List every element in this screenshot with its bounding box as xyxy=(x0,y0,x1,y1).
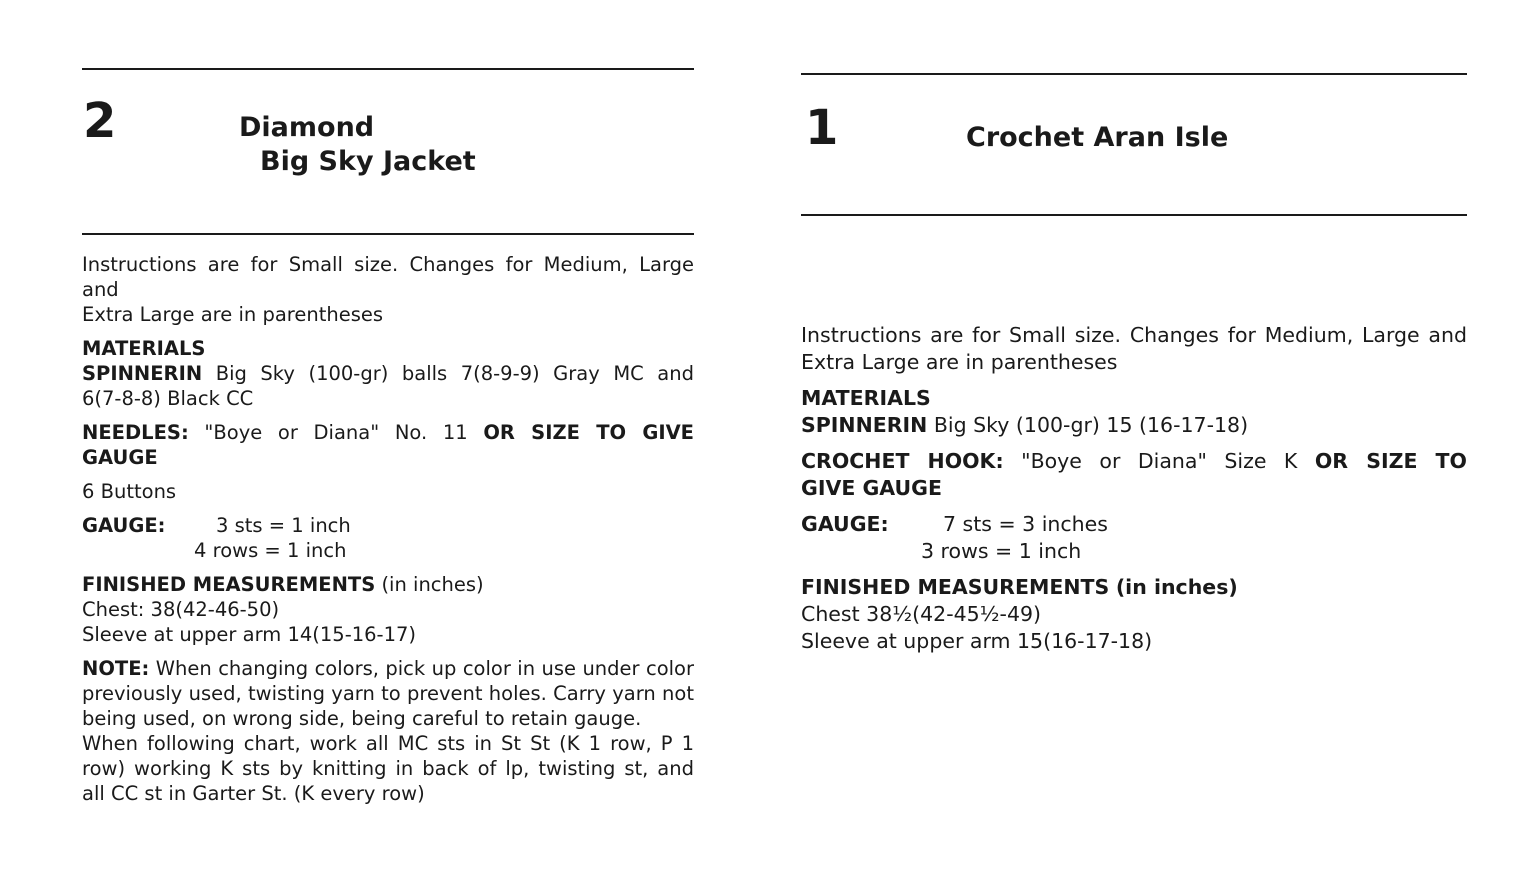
needles-line: GAUGE xyxy=(82,446,158,469)
intro-line: Instructions are for Small size. Changes for Medium, Large and xyxy=(801,323,1467,347)
yarn-brand: SPINNERIN xyxy=(801,413,928,437)
yarn-line: 6(7-8-8) Black CC xyxy=(82,387,254,410)
title-bottom-rule xyxy=(801,214,1467,216)
top-rule xyxy=(82,68,694,70)
hook-line: GIVE GAUGE xyxy=(801,476,942,500)
materials-heading: MATERIALS xyxy=(801,386,931,410)
hook-line: CROCHET HOOK: "Boye or Diana" Size K OR SIZE TO xyxy=(801,449,1467,473)
gauge-block xyxy=(82,513,694,563)
intro-line: Extra Large are in parentheses xyxy=(801,350,1118,374)
pattern-number: 1 xyxy=(805,100,839,156)
gauge-stitches: 7 sts = 3 inches xyxy=(943,512,1108,536)
note-line: row) working K sts by knitting in back of lp, twisting st, and xyxy=(82,757,694,780)
gauge-rows: 3 rows = 1 inch xyxy=(921,539,1082,563)
gauge-stitches: 3 sts = 1 inch xyxy=(216,514,351,537)
gauge-rows: 4 rows = 1 inch xyxy=(194,539,347,562)
sleeve-measurement: Sleeve at upper arm 14(15-16-17) xyxy=(82,623,417,646)
pattern-title-line1: Diamond xyxy=(239,112,375,143)
note-line: being used, on wrong side, being careful to retain gauge. xyxy=(82,707,642,730)
note-line: When following chart, work all MC sts in St St (K 1 row, P 1 xyxy=(82,732,694,755)
needles-line: NEEDLES: "Boye or Diana" No. 11 OR SIZE TO GIVE xyxy=(82,421,694,444)
pattern-body xyxy=(801,322,1467,655)
pattern-body xyxy=(82,252,694,806)
pattern-title: Crochet Aran Isle xyxy=(966,122,1229,153)
gauge-label: GAUGE: xyxy=(801,512,889,536)
top-rule xyxy=(801,73,1467,75)
note-line: NOTE: When changing colors, pick up color in use under color xyxy=(82,657,695,680)
buttons-line: 6 Buttons xyxy=(82,480,177,503)
sleeve-measurement: Sleeve at upper arm 15(16-17-18) xyxy=(801,629,1153,653)
measurements-heading: FINISHED MEASUREMENTS (in inches) xyxy=(801,575,1238,599)
pattern-title-line2: Big Sky Jacket xyxy=(260,146,476,177)
yarn-brand: SPINNERIN xyxy=(82,362,203,385)
gauge-block xyxy=(801,511,1467,565)
materials-heading: MATERIALS xyxy=(82,337,206,360)
chest-measurement: Chest 38½(42-45½-49) xyxy=(801,602,1042,626)
title-bottom-rule xyxy=(82,233,694,235)
measurements-heading: FINISHED MEASUREMENTS (in inches) xyxy=(82,573,484,596)
chest-measurement: Chest: 38(42-46-50) xyxy=(82,598,280,621)
gauge-label: GAUGE: xyxy=(82,514,166,537)
note-line: all CC st in Garter St. (K every row) xyxy=(82,782,425,805)
intro-line: Extra Large are in parentheses xyxy=(82,303,384,326)
note-line: previously used, twisting yarn to prevent holes. Carry yarn not xyxy=(82,682,694,705)
pattern-number: 2 xyxy=(83,93,117,149)
yarn-line: SPINNERIN Big Sky (100-gr) balls 7(8-9-9) Gray MC and xyxy=(82,362,694,385)
yarn-line: SPINNERIN Big Sky (100-gr) 15 (16-17-18) xyxy=(801,413,1249,437)
intro-line: Instructions are for Small size. Changes for Medium, Large and xyxy=(82,253,694,301)
